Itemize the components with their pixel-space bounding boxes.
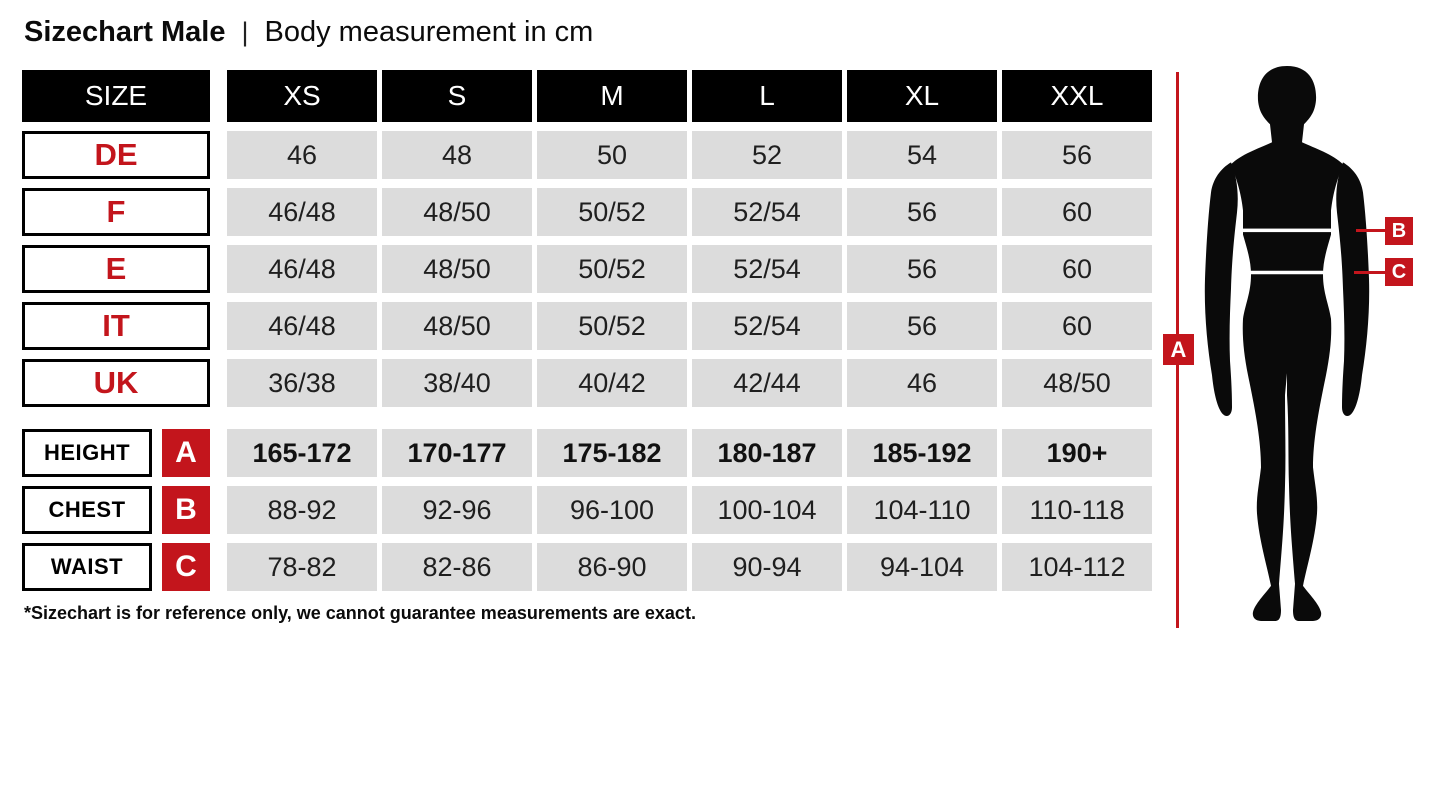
table-row-chest — [22, 486, 1157, 534]
figure-marker-a: A — [1163, 334, 1194, 365]
table-cell: 60 — [1002, 188, 1152, 236]
table-cell: 104-110 — [847, 486, 997, 534]
table-cell: 82-86 — [382, 543, 532, 591]
header-cell-xl: XL — [847, 70, 997, 122]
header-cell-l: L — [692, 70, 842, 122]
table-cell: 50/52 — [537, 302, 687, 350]
table-cell: 52/54 — [692, 188, 842, 236]
size-table — [22, 70, 1157, 591]
table-cell: 42/44 — [692, 359, 842, 407]
marker-c-connector — [1354, 271, 1385, 274]
page-title-main: Sizechart Male — [24, 16, 226, 48]
waist-measure-line — [1248, 271, 1326, 275]
table-cell: 165-172 — [227, 429, 377, 477]
table-cell: 60 — [1002, 245, 1152, 293]
table-cell: 185-192 — [847, 429, 997, 477]
table-cell: 86-90 — [537, 543, 687, 591]
table-cell: 52/54 — [692, 302, 842, 350]
table-cell: 175-182 — [537, 429, 687, 477]
row-label-waist: WAIST — [22, 543, 152, 591]
table-cell: 50/52 — [537, 245, 687, 293]
table-row-de — [22, 131, 1157, 179]
table-row-uk — [22, 359, 1157, 407]
page-subtitle: Body measurement in cm — [264, 16, 594, 48]
table-cell: 48/50 — [382, 245, 532, 293]
table-cell: 46/48 — [227, 245, 377, 293]
table-cell: 46 — [847, 359, 997, 407]
table-cell: 94-104 — [847, 543, 997, 591]
title-separator: | — [241, 17, 249, 47]
table-row-it — [22, 302, 1157, 350]
row-label-f: F — [22, 188, 210, 236]
marker-b-connector — [1356, 229, 1385, 232]
table-cell: 46/48 — [227, 188, 377, 236]
table-row-f — [22, 188, 1157, 236]
table-cell: 60 — [1002, 302, 1152, 350]
table-cell: 52/54 — [692, 245, 842, 293]
row-label-uk: UK — [22, 359, 210, 407]
table-cell: 56 — [847, 188, 997, 236]
male-silhouette — [1197, 64, 1377, 626]
table-cell: 104-112 — [1002, 543, 1152, 591]
row-label-height: HEIGHT — [22, 429, 152, 477]
table-cell: 48 — [382, 131, 532, 179]
figure-marker-c: C — [1385, 258, 1413, 286]
table-cell: 54 — [847, 131, 997, 179]
header-cell-size: SIZE — [22, 70, 210, 122]
table-cell: 38/40 — [382, 359, 532, 407]
row-label-e: E — [22, 245, 210, 293]
table-cell: 50 — [537, 131, 687, 179]
header-cell-xxl: XXL — [1002, 70, 1152, 122]
table-cell: 180-187 — [692, 429, 842, 477]
table-cell: 88-92 — [227, 486, 377, 534]
page-title — [24, 16, 593, 49]
table-cell: 100-104 — [692, 486, 842, 534]
table-cell: 48/50 — [1002, 359, 1152, 407]
table-cell: 90-94 — [692, 543, 842, 591]
silhouette-right-arm — [1336, 162, 1369, 416]
table-cell: 110-118 — [1002, 486, 1152, 534]
table-header-row — [22, 70, 1157, 122]
header-cell-xs: XS — [227, 70, 377, 122]
table-row-height — [22, 429, 1157, 477]
table-cell: 190+ — [1002, 429, 1152, 477]
table-cell: 170-177 — [382, 429, 532, 477]
table-row-waist — [22, 543, 1157, 591]
badge-b: B — [162, 486, 210, 534]
table-cell: 48/50 — [382, 302, 532, 350]
table-cell: 56 — [1002, 131, 1152, 179]
table-cell: 52 — [692, 131, 842, 179]
footnote: *Sizechart is for reference only, we cannot guarantee measurements are exact. — [24, 603, 696, 623]
table-cell: 96-100 — [537, 486, 687, 534]
table-cell: 48/50 — [382, 188, 532, 236]
table-row-e — [22, 245, 1157, 293]
table-cell: 46 — [227, 131, 377, 179]
table-cell: 50/52 — [537, 188, 687, 236]
table-cell: 56 — [847, 302, 997, 350]
row-label-de: DE — [22, 131, 210, 179]
badge-a: A — [162, 429, 210, 477]
row-label-it: IT — [22, 302, 210, 350]
header-cell-s: S — [382, 70, 532, 122]
table-cell: 56 — [847, 245, 997, 293]
chest-measure-line — [1241, 229, 1333, 233]
badge-c: C — [162, 543, 210, 591]
row-label-chest: CHEST — [22, 486, 152, 534]
table-cell: 78-82 — [227, 543, 377, 591]
table-cell: 36/38 — [227, 359, 377, 407]
header-cell-m: M — [537, 70, 687, 122]
silhouette-left-arm — [1205, 162, 1238, 416]
table-cell: 40/42 — [537, 359, 687, 407]
silhouette-body — [1231, 66, 1343, 621]
table-cell: 46/48 — [227, 302, 377, 350]
table-cell: 92-96 — [382, 486, 532, 534]
figure-marker-b: B — [1385, 217, 1413, 245]
